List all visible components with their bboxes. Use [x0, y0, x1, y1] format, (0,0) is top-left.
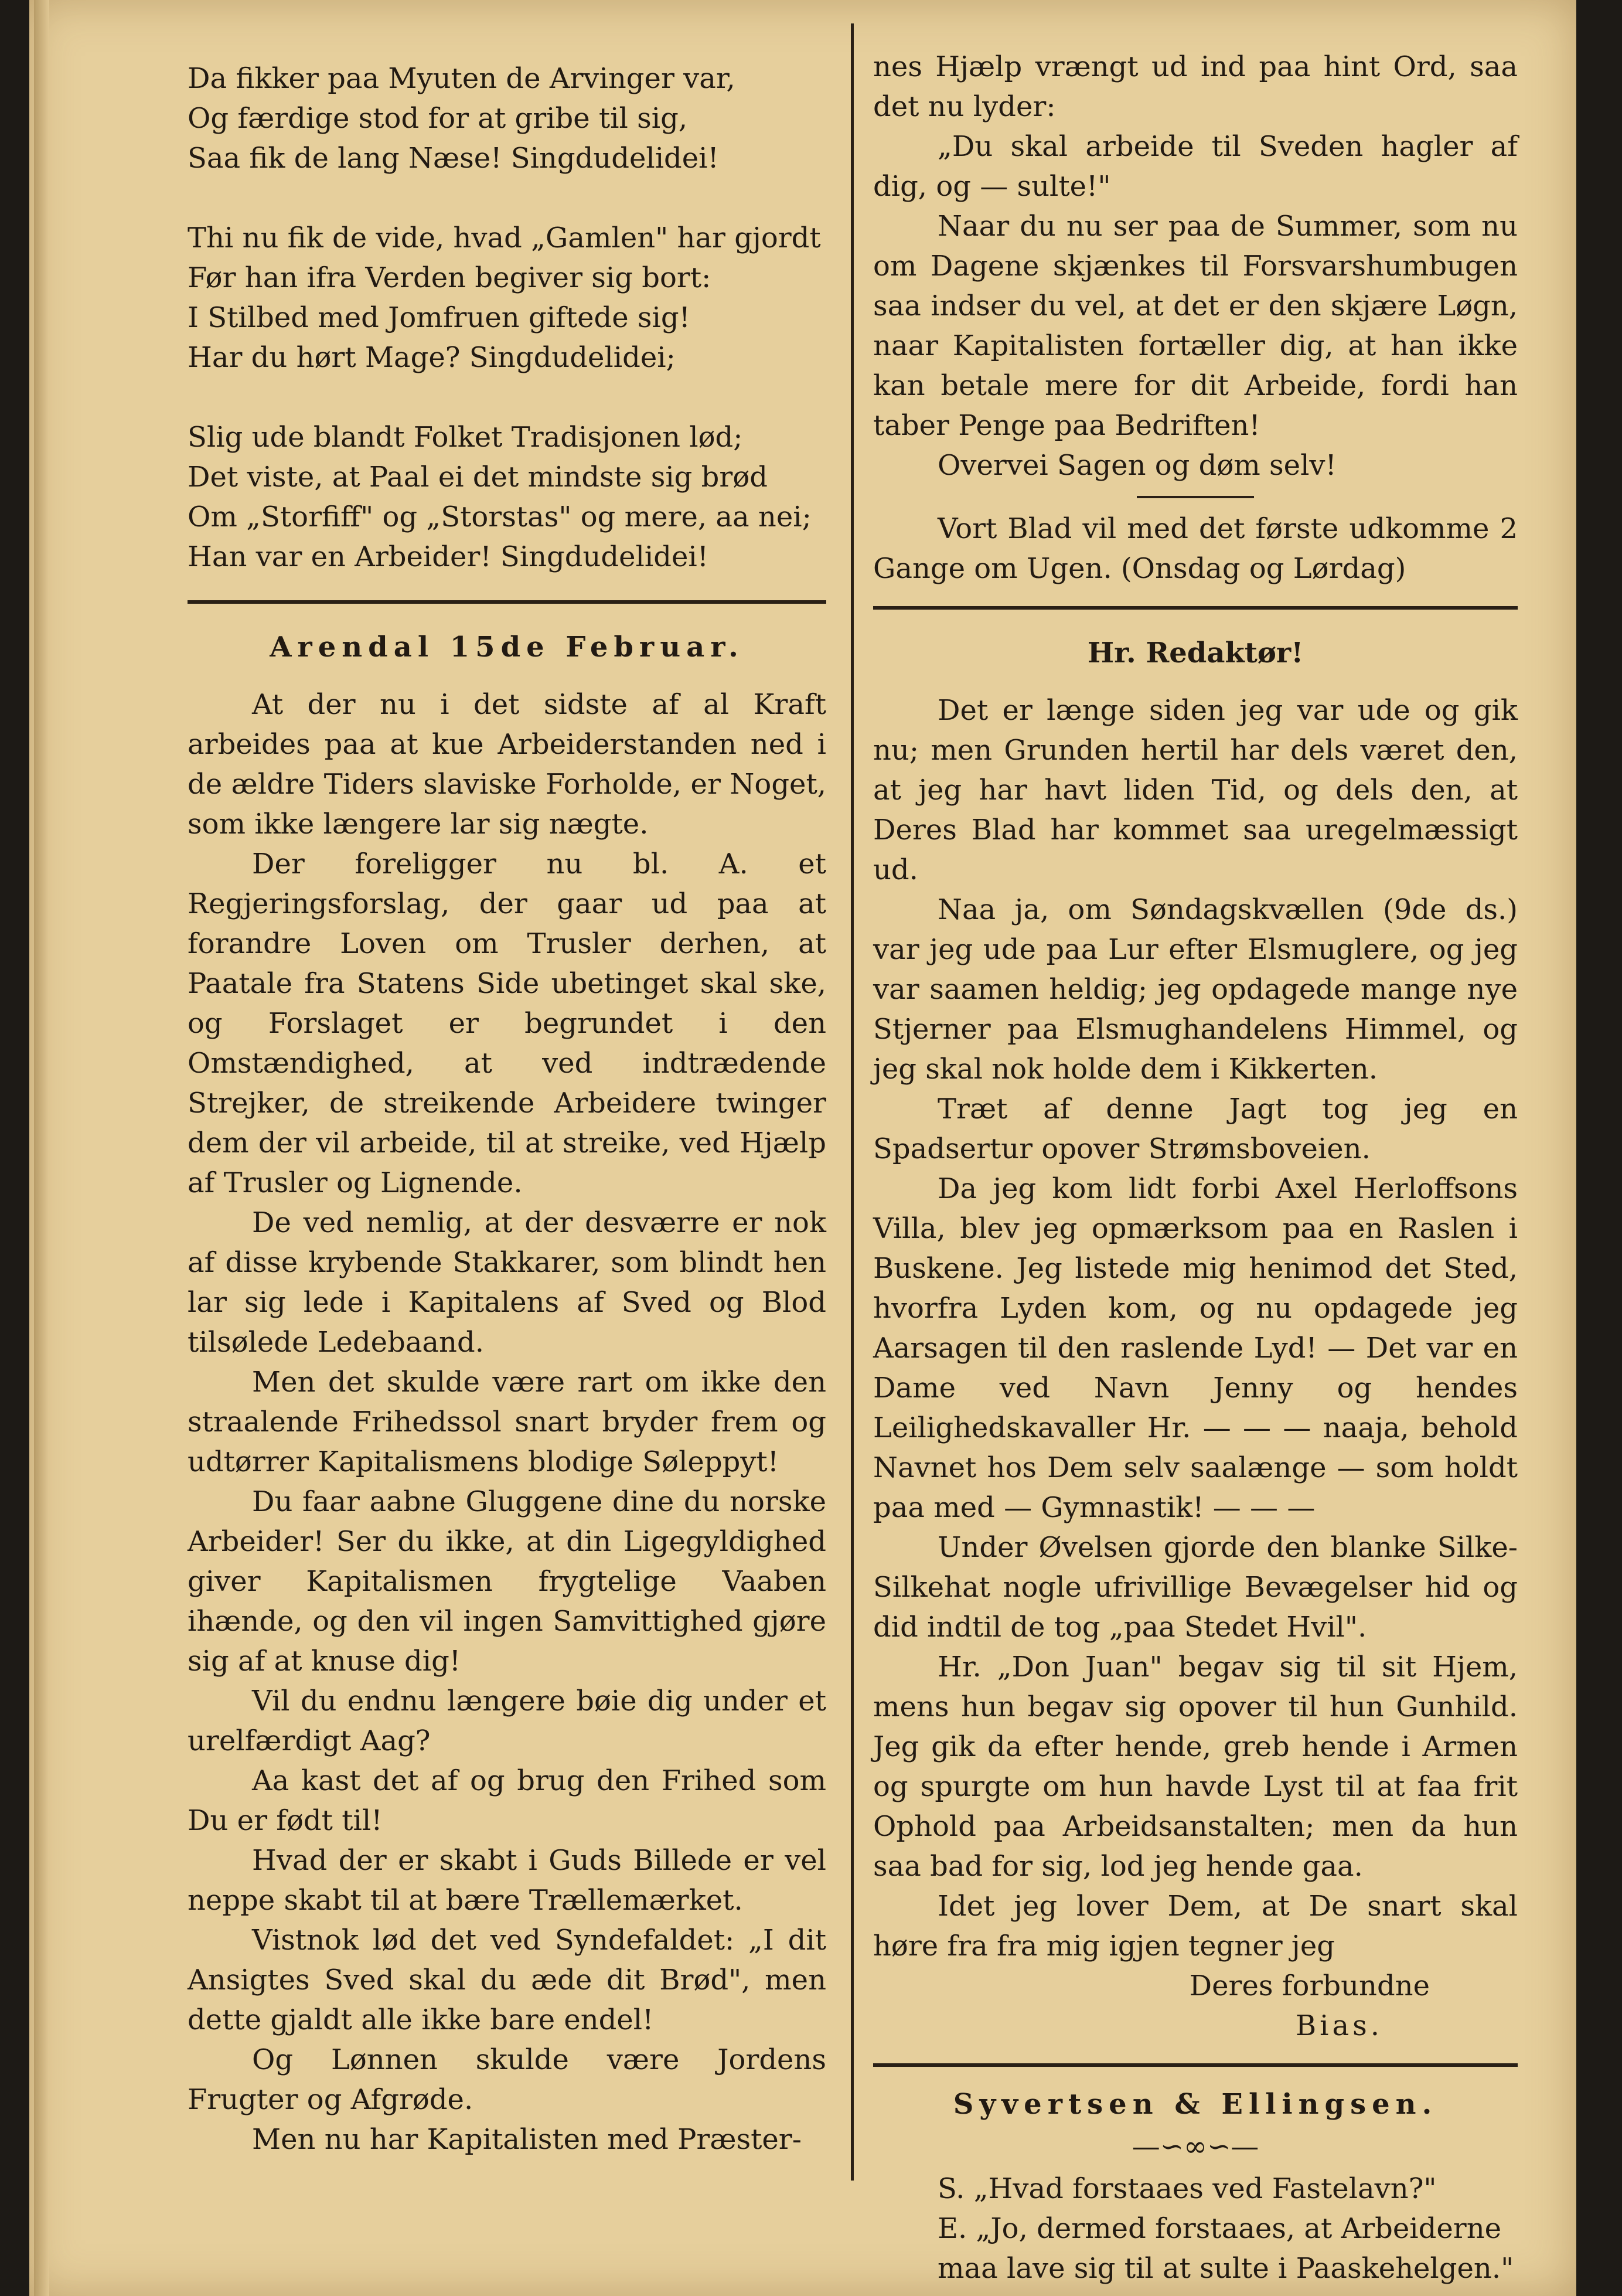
- dialogue-heading: Syvertsen & Ellingsen.: [953, 2088, 1438, 2121]
- poem-line: Thi nu fik de vide, hvad „Gamlen" har gjordt: [188, 222, 821, 254]
- ornament-divider: —∽∞∽—: [1132, 2130, 1259, 2163]
- letter-paragraph: Idet jeg lover Dem, at De snart skal høre fra fra mig igjen tegner jeg: [873, 1890, 1518, 1962]
- section-divider: [873, 606, 1518, 610]
- left-column: [188, 59, 826, 2159]
- poem-line: Da fikker paa Myuten de Arvinger var,: [188, 62, 735, 95]
- article-paragraph: De ved nemlig, at der desværre er nok af disse krybende Stakkarer, som blindt hen lar sig lede i Kapitalens af Sved og Blod tilsølede Ledebaand.: [188, 1206, 826, 1359]
- dialogue-line: S. „Hvad forstaaes ved Fastelavn?": [938, 2172, 1437, 2205]
- article-paragraph: Overvei Sagen og døm selv!: [938, 449, 1337, 482]
- poem-line: Det viste, at Paal ei det mindste sig brød: [188, 461, 768, 494]
- poem-line: Om „Storfiff" og „Storstas" og mere, aa nei;: [188, 501, 812, 533]
- poem-line: Før han ifra Verden begiver sig bort:: [188, 261, 711, 294]
- poem-line: Slig ude blandt Folket Tradisjonen lød;: [188, 421, 743, 454]
- letter-closing: Deres forbundne: [1189, 1970, 1430, 2002]
- section-divider: [873, 2063, 1518, 2067]
- article-paragraph: Naar du nu ser paa de Summer, som nu om Dagene skjænkes til Forsvarshumbugen saa indser du vel, at det er den skjære Løgn, naar Kapitalisten fortæller dig, at han ikke kan betale mere for dit Arbeide, fordi han taber Penge paa Bedriften!: [873, 210, 1518, 442]
- poem-verse: [188, 59, 826, 178]
- letter-heading: Hr. Redaktør!: [1087, 637, 1304, 669]
- poem-line: Han var en Arbeider! Singdudelidei!: [188, 540, 709, 573]
- article-paragraph: Men det skulde være rart om ikke den straalende Frihedssol snart bryder frem og udtørrer Kapitalismens blodige Søleppyt!: [188, 1366, 826, 1478]
- letter-paragraph: Da jeg kom lidt forbi Axel Herloffsons Villa, blev jeg opmærksom paa en Raslen i Buskene. Jeg listede mig henimod det Sted, hvorfra Lyden kom, og nu opdagede jeg Aarsagen til den raslende Lyd! — Det var en Dame ved Navn Jenny og hendes Leilighedskavaller Hr. — — — naaja, behold Navnet hos Dem selv saalænge — som holdt paa med — Gymnastik! — — —: [873, 1172, 1518, 1524]
- right-column: [873, 47, 1518, 2288]
- article-paragraph: At der nu i det sidste af al Kraft arbeides paa at kue Arbeiderstanden ned i de ældre Tiders slaviske Forholde, er Noget, som ikke længere lar sig nægte.: [188, 688, 826, 841]
- poem-line: Saa fik de lang Næse! Singdudelidei!: [188, 142, 719, 175]
- article-paragraph: Men nu har Kapitalisten med Præster-: [252, 2123, 802, 2156]
- poem-line: Har du hørt Mage? Singdudelidei;: [188, 341, 676, 374]
- poem-line: Og færdige stod for at gribe til sig,: [188, 102, 688, 135]
- dialogue-line: E. „Jo, dermed forstaaes, at Arbeiderne maa lave sig til at sulte i Paaskehelgen.": [938, 2212, 1514, 2285]
- letter-paragraph: Hr. „Don Juan" begav sig til sit Hjem, mens hun begav sig opover til hun Gunhild. Jeg gik da efter hende, greb hende i Armen og spurgte om hun havde Lyst til at faa frit Ophold paa Arbeidsanstalten; men da hun saa bad for sig, lod jeg hende gaa.: [873, 1651, 1518, 1883]
- short-divider: [1137, 496, 1254, 498]
- publication-notice: Vort Blad vil med det første udkomme 2 Gange om Ugen. (Onsdag og Lørdag): [873, 512, 1518, 585]
- article-paragraph: Og Lønnen skulde være Jordens Frugter og Afgrøde.: [188, 2043, 826, 2116]
- letter-paragraph: Naa ja, om Søndagskvællen (9de ds.) var jeg ude paa Lur efter Elsmuglere, og jeg var saamen heldig; jeg opdagede mange nye Stjerner paa Elsmughandelens Himmel, og jeg skal nok holde dem i Kikkerten.: [873, 893, 1518, 1086]
- article-paragraph: „Du skal arbeide til Sveden hagler af dig, og — sulte!": [873, 130, 1518, 203]
- poem-verse: [188, 417, 826, 577]
- poem-verse: [188, 218, 826, 377]
- article-paragraph: Hvad der er skabt i Guds Billede er vel neppe skabt til at bære Trællemærket.: [188, 1844, 826, 1917]
- section-divider: [188, 600, 826, 604]
- poem-line: I Stilbed med Jomfruen giftede sig!: [188, 301, 690, 334]
- article-paragraph: Der foreligger nu bl. A. et Regjeringsforslag, der gaar ud paa at forandre Loven om Trusler derhen, at Paatale fra Statens Side ubetinget skal ske, og Forslaget er begrundet i den Omstændighed, at ved indtrædende Strejker, de streikende Arbeidere twinger dem der vil arbeide, til at streike, ved Hjælp af Trusler og Lignende.: [188, 848, 826, 1199]
- article-heading: Arendal 15de Februar.: [270, 631, 744, 664]
- letter-signature: Bias.: [1295, 2009, 1383, 2042]
- letter-paragraph: Det er længe siden jeg var ude og gik nu; men Grunden hertil har dels været den, at jeg har havt liden Tid, og dels den, at Deres Blad har kommet saa uregelmæssigt ud.: [873, 694, 1518, 886]
- article-paragraph: Aa kast det af og brug den Frihed som Du er født til!: [188, 1764, 826, 1837]
- article-paragraph: Vil du endnu længere bøie dig under et urelfærdigt Aag?: [188, 1685, 826, 1757]
- letter-paragraph: Under Øvelsen gjorde den blanke Silke-Silkehat nogle ufrivillige Bevægelser hid og did indtil de tog „paa Stedet Hvil".: [873, 1531, 1518, 1644]
- article-paragraph: Vistnok lød det ved Syndefaldet: „I dit Ansigtes Sved skal du æde dit Brød", men dette gjaldt alle ikke bare endel!: [188, 1924, 826, 2036]
- page-fold: [34, 0, 49, 2296]
- article-paragraph: Du faar aabne Gluggene dine du norske Arbeider! Ser du ikke, at din Ligegyldighed giver Kapitalismen frygtelige Vaaben ihænde, og den vil ingen Samvittighed gjøre sig af at knuse dig!: [188, 1485, 826, 1678]
- letter-paragraph: Træt af denne Jagt tog jeg en Spadsertur opover Strømsboveien.: [873, 1093, 1518, 1165]
- column-divider: [851, 23, 854, 2181]
- article-continuation: nes Hjælp vrængt ud ind paa hint Ord, saa det nu lyder:: [873, 50, 1518, 123]
